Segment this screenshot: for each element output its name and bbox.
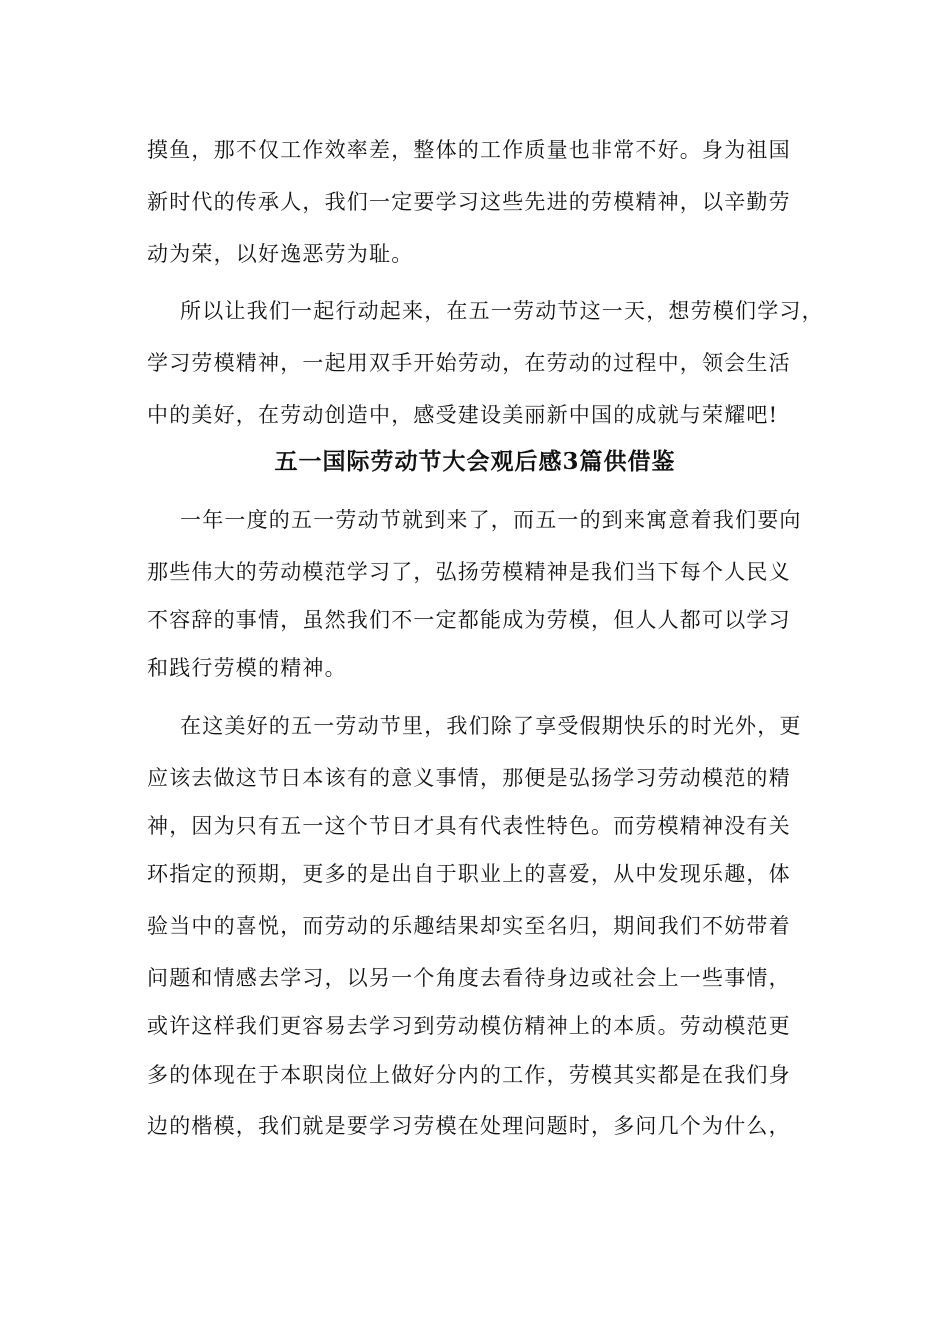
- text-line: 中的美好，在劳动创造中，感受建设美丽新中国的成就与荣耀吧!: [147, 403, 779, 427]
- text-line: 那些伟大的劳动模范学习了，弘扬劳模精神是我们当下每个人民义: [147, 560, 791, 584]
- text-line: 验当中的喜悦，而劳动的乐趣结果却实至名归，期间我们不妨带着: [147, 914, 791, 938]
- text-line: 问题和情感去学习，以另一个角度去看待身边或社会上一些事情，: [147, 966, 791, 990]
- text-line: 新时代的传承人，我们一定要学习这些先进的劳模精神，以辛勤劳: [147, 190, 791, 214]
- text-line: 或许这样我们更容易去学习到劳动模仿精神上的本质。劳动模范更: [147, 1014, 791, 1038]
- text-line: 一年一度的五一劳动节就到来了，而五一的到来寓意着我们要向: [180, 508, 802, 532]
- text-line: 边的楷模，我们就是要学习劳模在处理问题时，多问几个为什么，: [147, 1114, 791, 1138]
- text-line: 摸鱼，那不仅工作效率差，整体的工作质量也非常不好。身为祖国: [147, 138, 791, 162]
- article-title: 五一国际劳动节大会观后感3篇供借鉴: [274, 448, 676, 475]
- text-line: 所以让我们一起行动起来，在五一劳动节这一天，想劳模们学习，: [180, 299, 824, 323]
- text-line: 和践行劳模的精神。: [147, 656, 347, 680]
- text-line: 神，因为只有五一这个节日才具有代表性特色。而劳模精神没有关: [147, 814, 791, 838]
- text-line: 多的体现在于本职岗位上做好分内的工作，劳模其实都是在我们身: [147, 1063, 791, 1087]
- text-line: 不容辞的事情，虽然我们不一定都能成为劳模，但人人都可以学习: [147, 608, 791, 632]
- text-line: 环指定的预期，更多的是出自于职业上的喜爱，从中发现乐趣，体: [147, 862, 791, 886]
- text-line: 学习劳模精神，一起用双手开始劳动，在劳动的过程中，领会生活: [147, 351, 791, 375]
- text-line: 在这美好的五一劳动节里，我们除了享受假期快乐的时光外，更: [180, 714, 802, 738]
- text-line: 动为荣，以好逸恶劳为耻。: [147, 242, 414, 266]
- text-line: 应该去做这节日本该有的意义事情，那便是弘扬学习劳动模范的精: [147, 766, 791, 790]
